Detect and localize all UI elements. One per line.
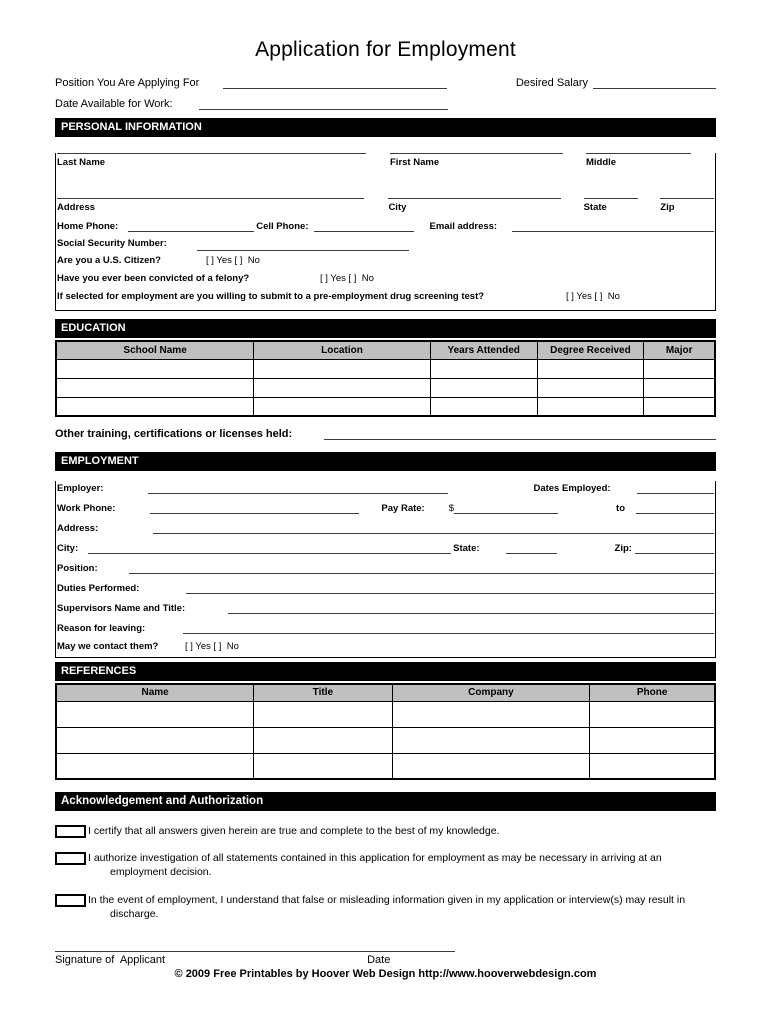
- references-cell[interactable]: [254, 753, 392, 779]
- first-name-input-line[interactable]: [390, 153, 563, 154]
- drug-test-question-row: [56, 291, 715, 302]
- certify-checkbox[interactable]: [55, 825, 86, 838]
- desired-salary-input-line[interactable]: [593, 76, 716, 89]
- dollar-sign-label: $: [448, 503, 455, 514]
- employer-input-line[interactable]: [148, 481, 448, 494]
- dates-employed-label: Dates Employed:: [533, 483, 611, 494]
- references-table: [55, 683, 716, 780]
- first-name-label: First Name: [390, 157, 440, 168]
- references-col-name: Name: [56, 684, 254, 701]
- education-cell[interactable]: [430, 378, 537, 397]
- felony-question-label: Have you ever been convicted of a felony?: [57, 273, 250, 284]
- supervisor-row: [56, 601, 715, 614]
- supervisor-input-line[interactable]: [228, 601, 714, 614]
- citizen-question-label: Are you a U.S. Citizen?: [57, 255, 161, 266]
- other-training-row: [55, 427, 716, 440]
- date-available-label: Date Available for Work:: [55, 98, 173, 110]
- education-row-1: [56, 359, 715, 378]
- drug-test-question-label: If selected for employment are you willing to submit to a pre-employment drug screening test?: [57, 291, 485, 302]
- education-row-2: [56, 378, 715, 397]
- desired-salary-label: Desired Salary: [515, 77, 588, 89]
- education-row-3: [56, 397, 715, 416]
- position-row: [56, 561, 715, 574]
- references-row-3: [56, 753, 715, 779]
- references-cell[interactable]: [254, 727, 392, 753]
- citizen-question-row: [56, 255, 715, 266]
- references-cell[interactable]: [56, 701, 254, 727]
- education-cell[interactable]: [537, 397, 644, 416]
- education-col-degree-received: Degree Received: [537, 341, 644, 359]
- employment-header: EMPLOYMENT: [55, 452, 716, 471]
- reason-leaving-label: Reason for leaving:: [57, 623, 146, 634]
- other-training-input-line[interactable]: [324, 427, 716, 440]
- employer-address-input-line[interactable]: [153, 521, 714, 534]
- references-header: REFERENCES: [55, 662, 716, 681]
- references-col-title: Title: [254, 684, 392, 701]
- employer-zip-input-line[interactable]: [635, 541, 714, 554]
- education-cell[interactable]: [537, 359, 644, 378]
- first-name-field: [390, 153, 563, 168]
- employer-state-input-line[interactable]: [506, 541, 557, 554]
- felony-question-row: [56, 273, 715, 284]
- top-fields-row-2: [55, 97, 716, 110]
- employer-row: [56, 481, 715, 494]
- education-cell[interactable]: [56, 397, 254, 416]
- education-col-years-attended: Years Attended: [430, 341, 537, 359]
- education-cell[interactable]: [56, 359, 254, 378]
- duties-input-line[interactable]: [186, 581, 714, 594]
- work-phone-input-line[interactable]: [150, 501, 359, 514]
- date-signed-label: Date: [367, 953, 391, 966]
- work-phone-label: Work Phone:: [57, 503, 116, 514]
- ack-item-discharge: [55, 893, 716, 921]
- references-cell[interactable]: [392, 727, 590, 753]
- acknowledgement-section: [55, 824, 716, 921]
- felony-yes-no-checkboxes[interactable]: [ ] Yes [ ] No: [320, 273, 374, 284]
- zip-field: [660, 198, 714, 213]
- references-cell[interactable]: [392, 753, 590, 779]
- reason-leaving-input-line[interactable]: [183, 621, 714, 634]
- employer-state-label: State:: [453, 543, 480, 554]
- employer-label: Employer:: [57, 483, 104, 494]
- address-label: Address: [57, 202, 96, 213]
- ack-item-authorize: [55, 851, 716, 879]
- state-input-line[interactable]: [584, 198, 639, 199]
- acknowledgement-header: Acknowledgement and Authorization: [55, 792, 716, 811]
- dates-to-label: to: [616, 503, 625, 514]
- employer-zip-label: Zip:: [614, 543, 632, 554]
- education-cell[interactable]: [430, 359, 537, 378]
- email-input-line[interactable]: [512, 219, 714, 232]
- last-name-field: [57, 153, 366, 168]
- address-fields-row: [56, 198, 715, 213]
- duties-row: [56, 581, 715, 594]
- discharge-statement: In the event of employment, I understand that false or misleading information given in my application or interview(s) may result in discharge.: [88, 893, 686, 920]
- home-phone-label: Home Phone:: [57, 221, 119, 232]
- employer-address-row: [56, 521, 715, 534]
- middle-name-field: [586, 153, 691, 168]
- education-cell[interactable]: [254, 397, 431, 416]
- education-cell[interactable]: [254, 378, 431, 397]
- education-col-major: Major: [644, 341, 715, 359]
- middle-name-label: Middle: [586, 157, 617, 168]
- education-col-school-name: School Name: [56, 341, 254, 359]
- references-table-header-row: [56, 684, 715, 701]
- signature-input-line[interactable]: [55, 951, 455, 952]
- education-cell[interactable]: [537, 378, 644, 397]
- dates-employed-to-line[interactable]: [636, 501, 714, 514]
- references-cell[interactable]: [590, 753, 715, 779]
- cell-phone-label: Cell Phone:: [256, 221, 309, 232]
- duties-performed-label: Duties Performed:: [57, 583, 140, 594]
- pay-rate-input-line[interactable]: [454, 501, 558, 514]
- education-table-header-row: [56, 341, 715, 359]
- education-table: [55, 340, 716, 417]
- ack-item-certify: [55, 824, 716, 838]
- address-field: [57, 198, 364, 213]
- references-row-1: [56, 701, 715, 727]
- position-applying-label: Position You Are Applying For: [55, 77, 200, 89]
- ssn-input-line[interactable]: [197, 249, 409, 251]
- references-cell[interactable]: [392, 701, 590, 727]
- pay-rate-label: Pay Rate:: [381, 503, 425, 514]
- city-field: [388, 198, 560, 213]
- education-header: EDUCATION: [55, 319, 716, 338]
- contact-question-row: [56, 641, 715, 652]
- references-cell[interactable]: [56, 753, 254, 779]
- position-input-line[interactable]: [129, 561, 714, 574]
- signature-row: [55, 954, 716, 966]
- address-input-line[interactable]: [57, 198, 364, 199]
- city-label: City: [388, 202, 407, 213]
- position-applying-input-line[interactable]: [223, 76, 447, 89]
- ssn-label: Social Security Number:: [57, 238, 167, 249]
- education-cell[interactable]: [430, 397, 537, 416]
- city-input-line[interactable]: [388, 198, 560, 199]
- employer-address-label: Address:: [57, 523, 99, 534]
- education-cell[interactable]: [56, 378, 254, 397]
- authorize-checkbox[interactable]: [55, 852, 86, 865]
- state-field: [584, 198, 639, 213]
- copyright-text: © 2009 Free Printables by Hoover Web Design http://www.hooverwebdesign.com: [174, 967, 597, 980]
- references-cell[interactable]: [590, 701, 715, 727]
- home-phone-input-line[interactable]: [128, 219, 254, 232]
- name-fields-row: [56, 153, 715, 168]
- discharge-checkbox[interactable]: [55, 894, 86, 907]
- employer-city-label: City:: [57, 543, 79, 554]
- education-col-location: Location: [254, 341, 431, 359]
- cell-phone-input-line[interactable]: [314, 219, 414, 232]
- education-cell[interactable]: [254, 359, 431, 378]
- references-row-2: [56, 727, 715, 753]
- dates-employed-from-line[interactable]: [637, 481, 714, 494]
- education-cell[interactable]: [644, 378, 715, 397]
- authorize-statement: I authorize investigation of all statements contained in this application for employment as may be necessary in arriving at an employment decision.: [88, 852, 662, 879]
- position-label: Position:: [57, 563, 98, 574]
- email-address-label: Email address:: [429, 221, 498, 232]
- last-name-label: Last Name: [57, 157, 106, 168]
- zip-input-line[interactable]: [660, 198, 714, 199]
- employment-section: [55, 481, 716, 658]
- last-name-input-line[interactable]: [57, 153, 366, 154]
- top-fields-row-1: [55, 76, 716, 89]
- contact-question-label: May we contact them?: [57, 641, 159, 652]
- personal-information-header: PERSONAL INFORMATION: [55, 118, 716, 137]
- personal-information-section: [55, 153, 716, 311]
- page-title: Application for Employment: [255, 38, 516, 61]
- date-available-input-line[interactable]: [199, 97, 448, 110]
- work-phone-row: [56, 501, 715, 514]
- references-col-company: Company: [392, 684, 590, 701]
- signature-of-applicant-label: Signature of Applicant: [55, 953, 166, 966]
- contact-yes-no-checkboxes[interactable]: [ ] Yes [ ] No: [185, 641, 239, 652]
- ssn-row: [56, 238, 715, 251]
- references-cell[interactable]: [56, 727, 254, 753]
- phone-email-row: [56, 219, 715, 232]
- state-label: State: [583, 202, 607, 213]
- references-col-phone: Phone: [590, 684, 715, 701]
- supervisor-name-title-label: Supervisors Name and Title:: [57, 603, 186, 614]
- reason-leaving-row: [56, 621, 715, 634]
- references-cell[interactable]: [254, 701, 392, 727]
- education-cell[interactable]: [644, 359, 715, 378]
- references-cell[interactable]: [590, 727, 715, 753]
- citizen-yes-no-checkboxes[interactable]: [ ] Yes [ ] No: [206, 255, 260, 266]
- other-training-label: Other training, certifications or licenses held:: [55, 428, 293, 440]
- middle-name-input-line[interactable]: [586, 153, 691, 154]
- certify-statement: I certify that all answers given herein are true and complete to the best of my knowledge.: [88, 825, 500, 837]
- education-cell[interactable]: [644, 397, 715, 416]
- employer-city-row: [56, 541, 715, 554]
- zip-label: Zip: [660, 202, 675, 213]
- drug-test-yes-no-checkboxes[interactable]: [ ] Yes [ ] No: [566, 291, 620, 302]
- employer-city-input-line[interactable]: [88, 541, 451, 554]
